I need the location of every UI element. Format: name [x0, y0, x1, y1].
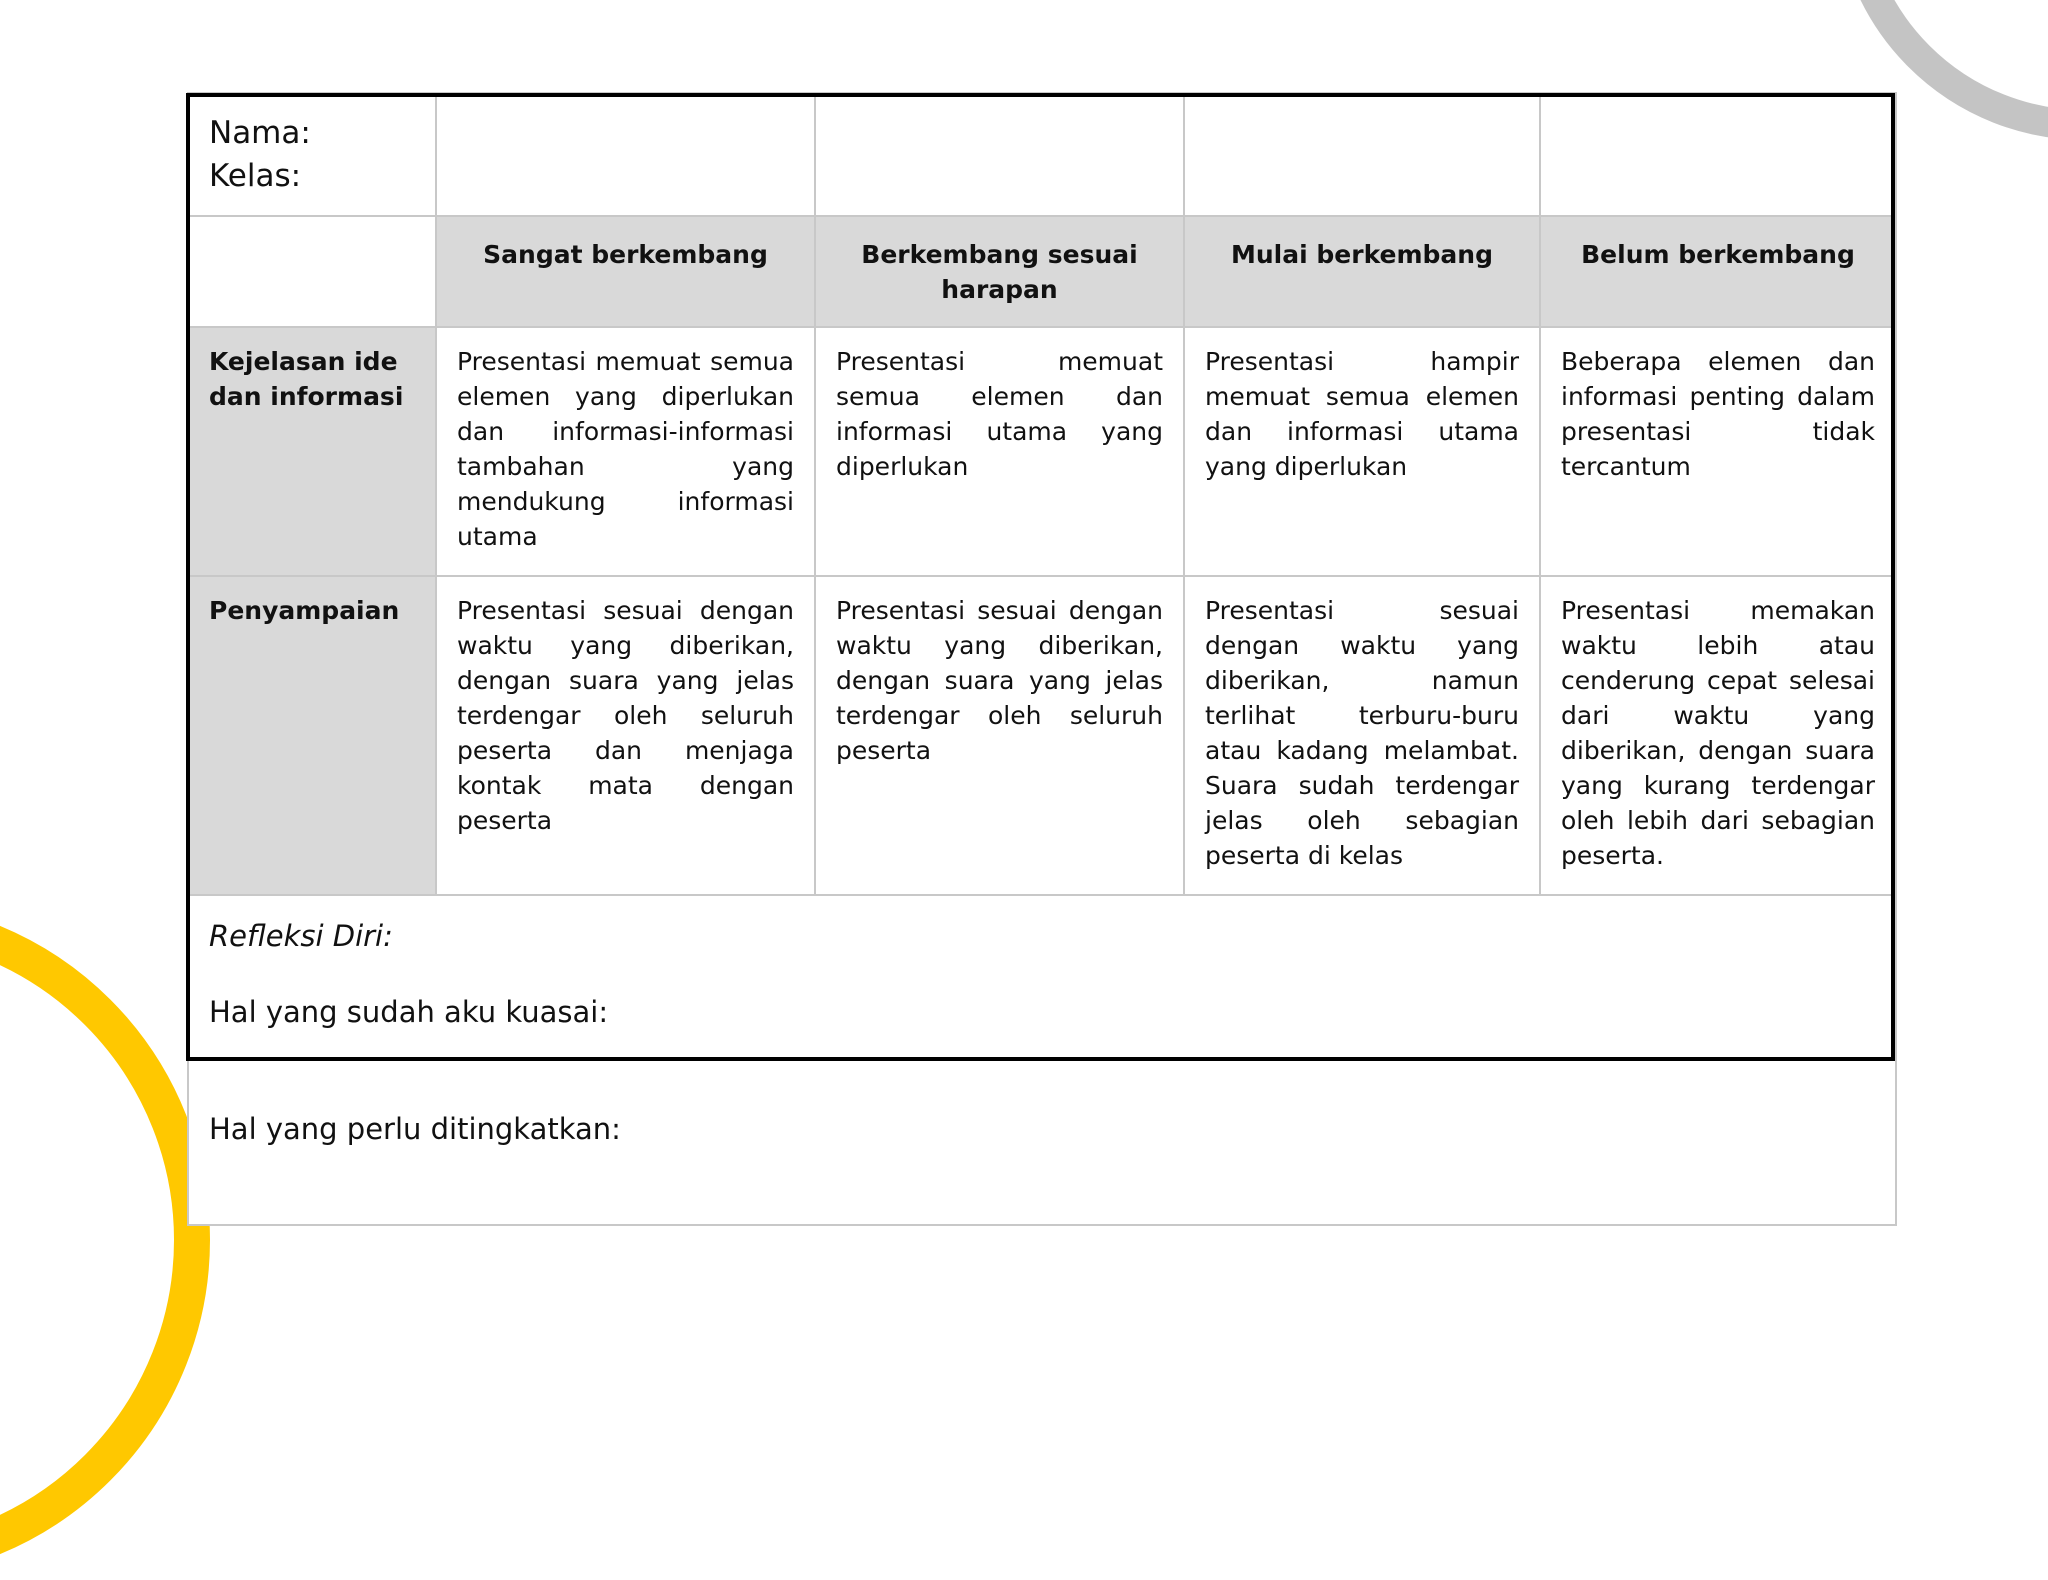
criteria-header-row — [188, 216, 1896, 327]
rubric-row-penyampaian — [188, 576, 1896, 895]
empty-header-cell — [815, 93, 1184, 216]
rubric-cell: Presentasi hampir memuat semua elemen dan informasi utama yang diperlukan — [1184, 327, 1540, 576]
row-label-penyampaian: Penyampaian — [188, 576, 436, 895]
reflection-row — [188, 895, 1896, 1225]
identity-cell — [188, 93, 436, 216]
class-label: Kelas: — [209, 158, 302, 194]
reflection-cell — [188, 895, 1896, 1225]
reflection-title: Refleksi Diri: — [209, 919, 393, 953]
rubric-cell: Presentasi sesuai dengan waktu yang diberikan, dengan suara yang jelas terdengar oleh seluruh peserta — [815, 576, 1184, 895]
decorative-yellow-arc — [0, 900, 210, 1580]
rubric-cell: Presentasi memakan waktu lebih atau cenderung cepat selesai dari waktu yang diberikan, dengan suara yang kurang terdengar oleh lebih dari sebagian peserta. — [1540, 576, 1896, 895]
rubric-cell: Presentasi sesuai dengan waktu yang diberikan, namun terlihat terburu-buru atau kadang melambat. Suara sudah terdengar jelas oleh sebagian peserta di kelas — [1184, 576, 1540, 895]
rubric-row-kejelasan — [188, 327, 1896, 576]
empty-corner-cell — [188, 216, 436, 327]
identity-row — [188, 93, 1896, 216]
column-header-mulai-berkembang: Mulai berkembang — [1184, 216, 1540, 327]
empty-header-cell — [1184, 93, 1540, 216]
improve-label: Hal yang perlu ditingkatkan: — [209, 1112, 621, 1146]
column-header-berkembang-sesuai-harapan: Berkembang sesuai harapan — [815, 216, 1184, 327]
empty-header-cell — [1540, 93, 1896, 216]
name-label: Nama: — [209, 115, 311, 151]
mastered-label: Hal yang sudah aku kuasai: — [209, 995, 609, 1029]
assessment-rubric-table — [187, 92, 1897, 1226]
column-header-sangat-berkembang: Sangat berkembang — [436, 216, 815, 327]
rubric-cell: Presentasi sesuai dengan waktu yang diberikan, dengan suara yang jelas terdengar oleh seluruh peserta dan menjaga kontak mata dengan peserta — [436, 576, 815, 895]
row-label-kejelasan: Kejelasan ide dan informasi — [188, 327, 436, 576]
rubric-cell: Beberapa elemen dan informasi penting dalam presentasi tidak tercantum — [1540, 327, 1896, 576]
rubric-cell: Presentasi memuat semua elemen yang diperlukan dan informasi-informasi tambahan yang mendukung informasi utama — [436, 327, 815, 576]
rubric-cell: Presentasi memuat semua elemen dan informasi utama yang diperlukan — [815, 327, 1184, 576]
column-header-belum-berkembang: Belum berkembang — [1540, 216, 1896, 327]
empty-header-cell — [436, 93, 815, 216]
